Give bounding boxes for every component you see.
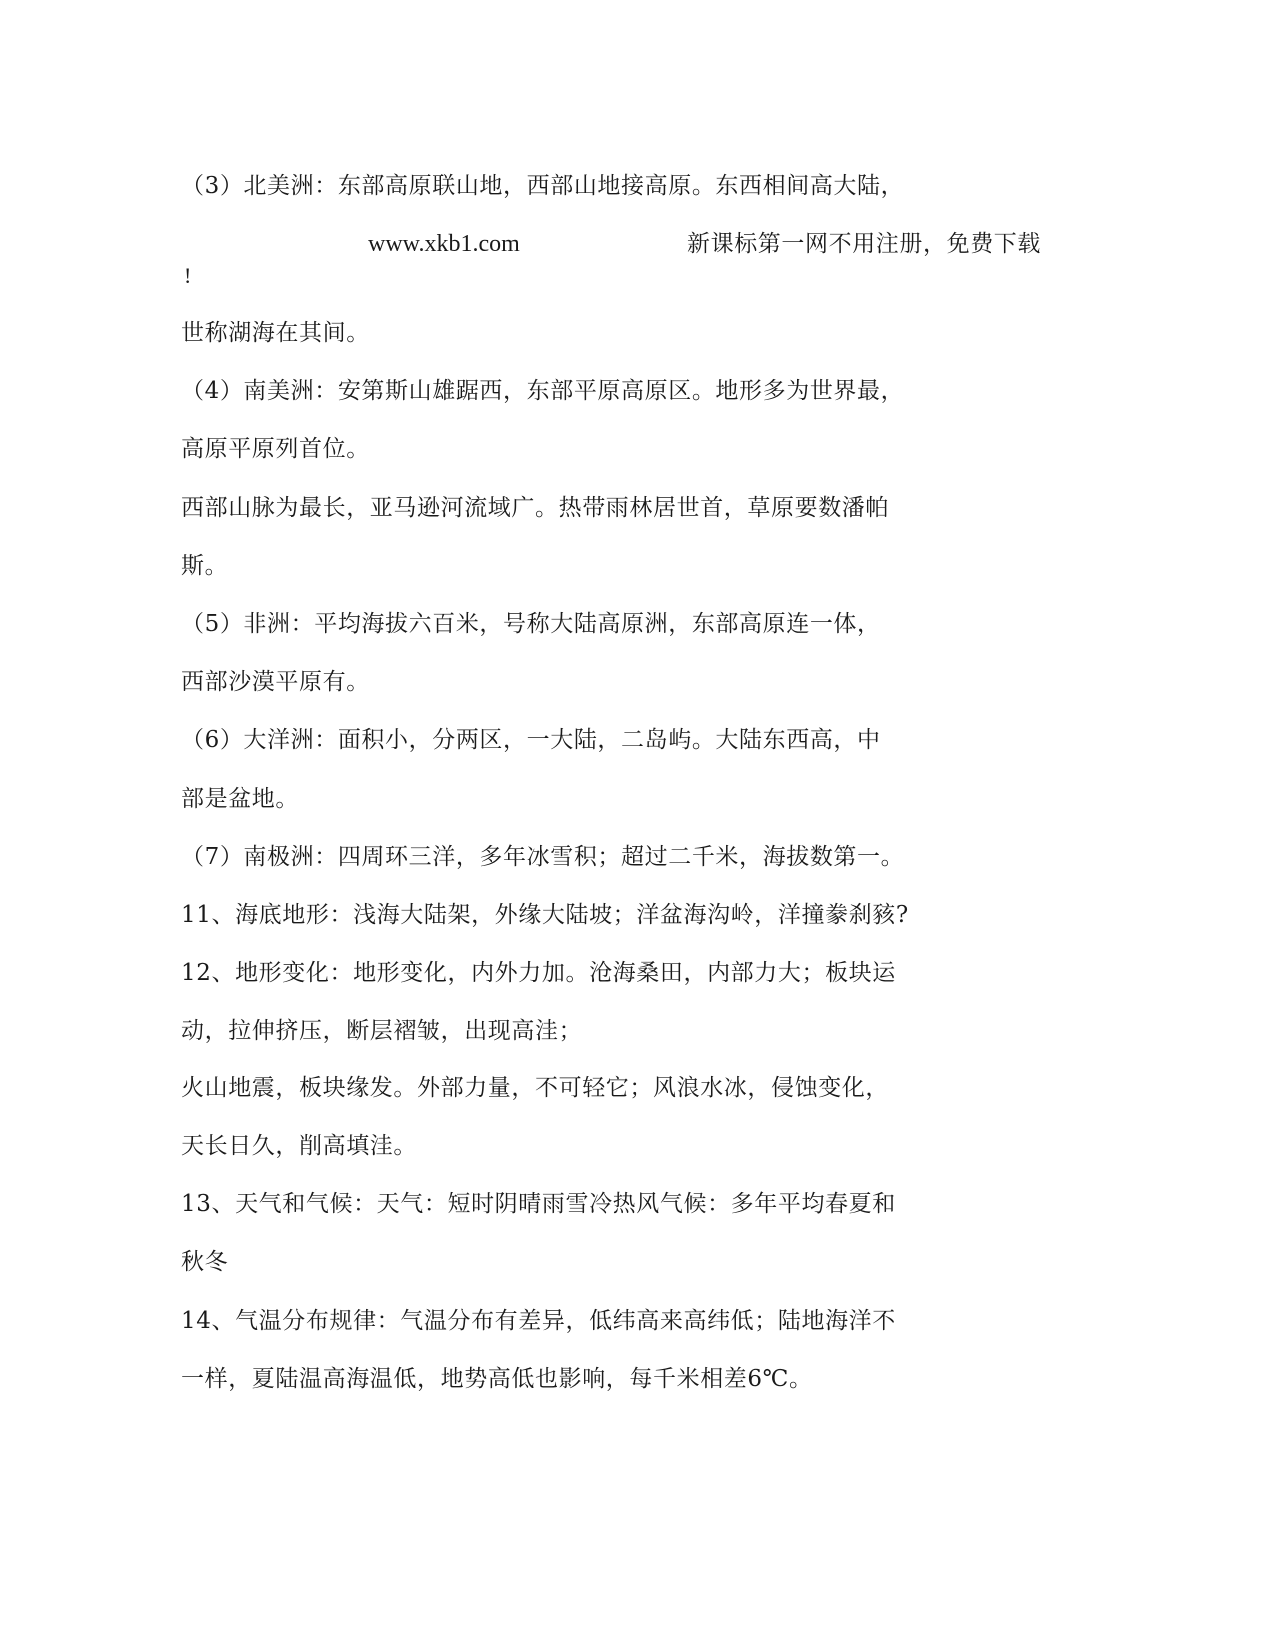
text-line: 一样，夏陆温高海温低，地势高低也影响，每千米相差6℃。 [181,1366,813,1392]
text-line: 世称湖海在其间。 [181,320,370,346]
text-line: （7）南极洲：四周环三洋，多年冰雪积；超过二千米，海拔数第一。 [181,844,905,870]
ad-url-link[interactable]: www.xkb1.com [368,231,520,257]
text-line: 部是盆地。 [181,786,299,812]
text-line: 14、气温分布规律：气温分布有差异，低纬高来高纬低；陆地海洋不 [181,1308,896,1334]
text-line: 斯。 [181,553,229,579]
text-line: （4）南美洲：安第斯山雄踞西，东部平原高原区。地形多为世界最， [181,378,905,404]
text-line: 13、天气和气候：天气：短时阴晴雨雪冷热风气候：多年平均春夏和 [181,1191,896,1217]
ad-exclamation: ! [184,263,192,288]
text-line: 天长日久，削高填洼。 [181,1133,417,1159]
text-line: （3）北美洲：东部高原联山地，西部山地接高原。东西相间高大陆， [181,173,905,199]
text-line: （6）大洋洲：面积小，分两区，一大陆，二岛屿。大陆东西高，中 [181,727,881,753]
text-line: 高原平原列首位。 [181,436,370,462]
text-line: 动，拉伸挤压，断层褶皱，出现高洼； [181,1018,583,1044]
text-line: 11、海底地形：浅海大陆架，外缘大陆坡；洋盆海沟岭，洋撞豢刹豥? [181,902,909,928]
ad-banner-text: 新课标第一网不用注册，免费下载 [687,231,1041,257]
text-line: 火山地震，板块缘发。外部力量，不可轻它；风浪水冰，侵蚀变化， [181,1075,889,1101]
text-line: 12、地形变化：地形变化，内外力加。沧海桑田，内部力大；板块运 [181,960,896,986]
text-line: 秋冬 [181,1249,229,1275]
text-line: 西部沙漠平原有。 [181,669,370,695]
text-line: （5）非洲：平均海拔六百米，号称大陆高原洲，东部高原连一体， [181,611,881,637]
text-line: 西部山脉为最长，亚马逊河流域广。热带雨林居世首，草原要数潘帕 [181,495,889,521]
